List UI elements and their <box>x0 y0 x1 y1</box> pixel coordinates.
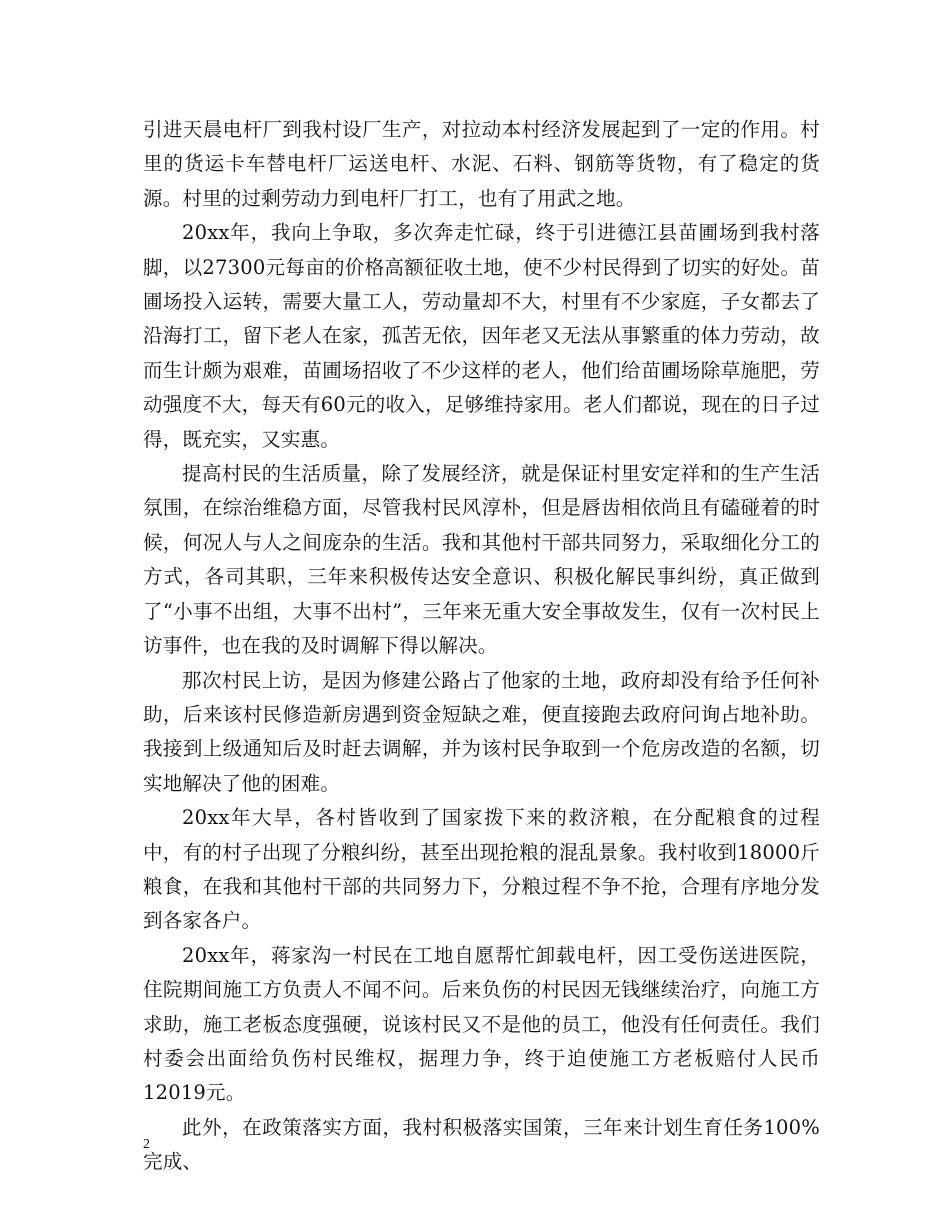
document-body <box>143 113 820 1180</box>
paragraph-1: 引进天晨电杆厂到我村设厂生产，对拉动本村经济发展起到了一定的作用。村里的货运卡车替电杆厂运送电杆、水泥、石料、钢筋等货物，有了稳定的货源。村里的过剩劳动力到电杆厂打工，也有了用武之地。 <box>143 118 820 210</box>
paragraph-6: 20xx年，蒋家沟一村民在工地自愿帮忙卸载电杆，因工受伤送进医院，住院期间施工方负责人不闻不问。后来负伤的村民因无钱继续治疗，向施工方求助，施工老板态度强硬，说该村民又不是他的员工，他没有任何责任。我们村委会出面给负伤村民维权，据理力争，终于迫使施工方老板赔付人民币12019元。 <box>143 943 820 1105</box>
page-number: 2 <box>143 1137 150 1152</box>
paragraph-7: 此外，在政策落实方面，我村积极落实国策，三年来计划生育任务100%完成、 <box>143 1115 820 1174</box>
paragraph-3: 提高村民的生活质量，除了发展经济，就是保证村里安定祥和的生产生活氛围，在综治维稳方面，尽管我村民风淳朴，但是唇齿相依尚且有磕碰着的时候，何况人与人之间庞杂的生活。我和其他村干部共同努力，采取细化分工的方式，各司其职，三年来积极传达安全意识、积极化解民事纠纷，真正做到了“小事不出组，大事不出村”，三年来无重大安全事故发生，仅有一次村民上访事件，也在我的及时调解下得以解决。 <box>143 462 820 658</box>
paragraph-2: 20xx年，我向上争取，多次奔走忙碌，终于引进德江县苗圃场到我村落脚，以27300元每亩的价格高额征收土地，使不少村民得到了切实的好处。苗圃场投入运转，需要大量工人，劳动量却不大，村里有不少家庭，子女都去了沿海打工，留下老人在家，孤苦无依，因年老又无法从事繁重的体力劳动，故而生计颇为艰难，苗圃场招收了不少这样的老人，他们给苗圃场除草施肥，劳动强度不大，每天有60元的收入，足够维持家用。老人们都说，现在的日子过得，既充实，又实惠。 <box>143 221 820 451</box>
paragraph-4: 那次村民上访，是因为修建公路占了他家的土地，政府却没有给予任何补助，后来该村民修造新房遇到资金短缺之难，便直接跑去政府问询占地补助。我接到上级通知后及时赶去调解，并为该村民争取到一个危房改造的名额，切实地解决了他的困难。 <box>143 668 820 795</box>
paragraph-5: 20xx年大旱，各村皆收到了国家拨下来的救济粮，在分配粮食的过程中，有的村子出现了分粮纠纷，甚至出现抢粮的混乱景象。我村收到18000斤粮食，在我和其他村干部的共同努力下，分粮过程不争不抢，合理有序地分发到各家各户。 <box>143 806 820 933</box>
